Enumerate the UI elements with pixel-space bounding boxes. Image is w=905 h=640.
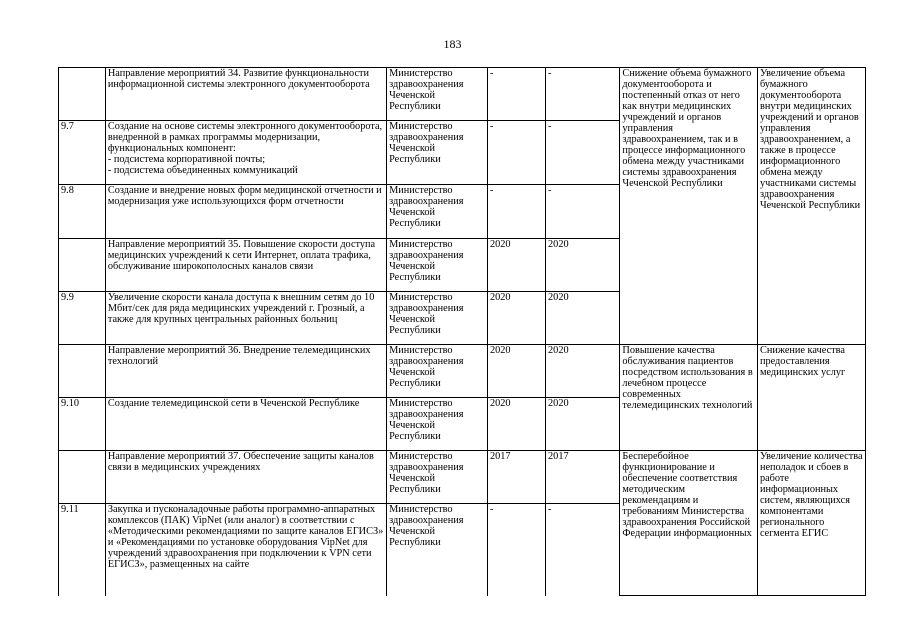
measure-name: Создание и внедрение новых форм медицинской отчетности и модернизация уже использующихся форм отчетности [105, 185, 386, 239]
measure-name: Направление мероприятий 36. Внедрение телемедицинских технологий [105, 345, 386, 398]
executor: Министерство здравоохранения Чеченской Республики [387, 292, 488, 345]
measure-name: Направление мероприятий 34. Развитие функциональности информационной системы электронного документооборота [105, 68, 386, 121]
executor: Министерство здравоохранения Чеченской Республики [387, 185, 488, 239]
year-end: 2020 [546, 398, 620, 451]
year-start: - [487, 68, 545, 121]
year-start: - [487, 185, 545, 239]
year-start: 2020 [487, 398, 545, 451]
expected-result: Бесперебойное функционирование и обеспечение соответствия методическим рекомендациям и требованиям Министерства здравоохранения Российской Федерации информационных [620, 451, 758, 596]
measure-name: Закупка и пусконаладочные работы программно-аппаратных комплексов (ПАК) VipNet (или аналог) в соответствии с «Методическими рекомендациями по защите каналов ЕГИСЗ» и «Рекомендациями по установке оборудования VipNet для учреждений здравоохранения при подключении к VPN сети ЕГИСЗ», размещенных на сайте [105, 504, 386, 596]
year-end: 2017 [546, 451, 620, 504]
year-end: - [546, 504, 620, 596]
executor: Министерство здравоохранения Чеченской Республики [387, 451, 488, 504]
year-end: - [546, 121, 620, 185]
risk-effect: Увеличение объема бумажного документооборота внутри медицинских учреждений и органов управления здравоохранением, а также в процессе информационного обмена между участниками системы здравоохранения Чеченской Республики [757, 68, 865, 345]
executor: Министерство здравоохранения Чеченской Республики [387, 504, 488, 596]
year-start: - [487, 504, 545, 596]
table-row [59, 68, 866, 121]
row-number [59, 68, 106, 121]
executor: Министерство здравоохранения Чеченской Республики [387, 398, 488, 451]
page-number: 183 [443, 37, 462, 51]
row-number: 9.10 [59, 398, 106, 451]
measure-name: Направление мероприятий 37. Обеспечение защиты каналов связи в медицинских учреждениях [105, 451, 386, 504]
row-number: 9.11 [59, 504, 106, 596]
executor: Министерство здравоохранения Чеченской Республики [387, 239, 488, 292]
executor: Министерство здравоохранения Чеченской Республики [387, 121, 488, 185]
expected-result: Снижение объема бумажного документооборота и постепенный отказ от него как внутри медицинских учреждений и органов управления здравоохранением, так и в процессе информационного обмена между участниками системы здравоохранения Чеченской Республики [620, 68, 758, 345]
year-start: 2017 [487, 451, 545, 504]
row-number: 9.9 [59, 292, 106, 345]
row-number: 9.7 [59, 121, 106, 185]
measure-name: Увеличение скорости канала доступа к внешним сетям до 10 Мбит/сек для ряда медицинских учреждений г. Грозный, а также для крупных центральных районных больниц [105, 292, 386, 345]
year-end: 2020 [546, 292, 620, 345]
row-number [59, 451, 106, 504]
executor: Министерство здравоохранения Чеченской Республики [387, 345, 488, 398]
measure-name: Направление мероприятий 35. Повышение скорости доступа медицинских учреждений к сети Интернет, оплата трафика, обслуживание широкополосных каналов связи [105, 239, 386, 292]
year-end: 2020 [546, 239, 620, 292]
year-start: 2020 [487, 239, 545, 292]
measures-table [58, 67, 866, 596]
table-row [59, 451, 866, 504]
table-row [59, 345, 866, 398]
risk-effect: Увеличение количества неполадок и сбоев в работе информационных систем, являющихся компонентами регионального сегмента ЕГИС [757, 451, 865, 596]
year-end: 2020 [546, 345, 620, 398]
risk-effect: Снижение качества предоставления медицинских услуг [757, 345, 865, 451]
row-number [59, 345, 106, 398]
row-number: 9.8 [59, 185, 106, 239]
year-start: - [487, 121, 545, 185]
executor: Министерство здравоохранения Чеченской Республики [387, 68, 488, 121]
year-start: 2020 [487, 345, 545, 398]
year-start: 2020 [487, 292, 545, 345]
expected-result: Повышение качества обслуживания пациентов посредством использования в лечебном процессе современных телемедицинских технологий [620, 345, 758, 451]
measure-name: Создание телемедицинской сети в Чеченской Республике [105, 398, 386, 451]
year-end: - [546, 185, 620, 239]
year-end: - [546, 68, 620, 121]
row-number [59, 239, 106, 292]
measure-name: Создание на основе системы электронного документооборота, внедренной в рамках программы модернизации, функциональных компонент: - подсистема корпоративной почты; - подсистема объединенных коммуникаций [105, 121, 386, 185]
